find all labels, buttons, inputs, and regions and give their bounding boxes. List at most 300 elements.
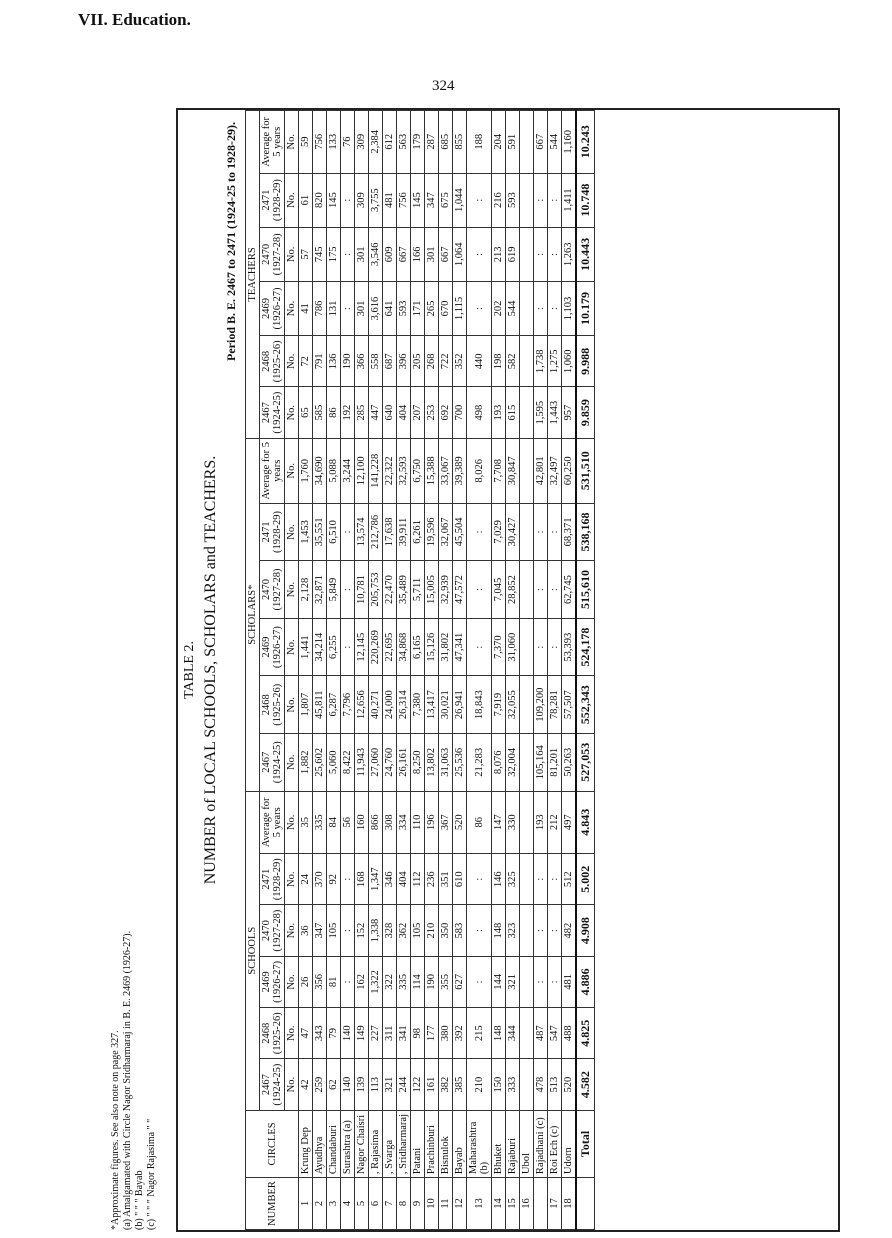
teachers-cell: 670 (439, 281, 453, 335)
teachers-cell: 498 (467, 387, 492, 438)
scholars-cell: 6,287 (327, 676, 341, 734)
table-title: NUMBER of LOCAL SCHOOLS, SCHOLARS and TEACHERS. (202, 455, 219, 885)
teachers-cell: 166 (411, 227, 425, 281)
avg-head: Average for 5 years (260, 791, 285, 853)
teachers-cell: 585 (313, 387, 327, 438)
scholars-cell: 13,574 (355, 503, 369, 561)
schools-cell: 196 (425, 791, 439, 853)
teachers-cell: 287 (425, 111, 439, 174)
teachers-cell: 615 (506, 387, 520, 438)
teachers-cell: 396 (397, 336, 411, 387)
scholars-cell: 21,283 (467, 733, 492, 791)
schools-cell: 335 (397, 956, 411, 1007)
scholars-cell: 32,871 (313, 561, 327, 619)
schools-cell: 162 (355, 956, 369, 1007)
scholars-cell: 60,250 (562, 438, 577, 503)
teachers-total: 9.988 (576, 336, 595, 387)
period-line: Period B. E. 2467 to 2471 (1924-25 to 1928-29). (224, 122, 238, 361)
no-head: No. (285, 791, 299, 853)
schools-cell: 370 (313, 854, 327, 905)
scholars-cell: 81,201 (548, 733, 562, 791)
row-number: 17 (548, 1178, 562, 1230)
scholars-cell: 205,753 (369, 561, 383, 619)
teachers-cell: 216 (492, 173, 506, 227)
scholars-cell: 22,322 (383, 438, 397, 503)
schools-cell: 334 (397, 791, 411, 853)
schools-cell: 308 (383, 791, 397, 853)
scholars-cell: 105,164 (534, 733, 548, 791)
scholars-cell: 212,786 (369, 503, 383, 561)
teachers-cell: 447 (369, 387, 383, 438)
schools-cell: 362 (397, 905, 411, 956)
scholars-cell: 62,745 (562, 561, 577, 619)
scholars-total: 538,168 (576, 503, 595, 561)
schools-cell: 42 (299, 1059, 313, 1110)
schools-cell: 341 (397, 1008, 411, 1059)
row-number: 8 (397, 1178, 411, 1230)
scholars-cell: 34,214 (313, 618, 327, 676)
circle-name: , Rajasima (369, 1110, 383, 1177)
circle-name: Krung Dep (299, 1110, 313, 1177)
teachers-cell: 61 (299, 173, 313, 227)
footnote-line: (b) " " " Bayab (134, 1170, 145, 1230)
schools-cell: : (548, 905, 562, 956)
teachers-cell: : (548, 281, 562, 335)
teachers-cell (520, 281, 534, 335)
page-number: 324 (432, 78, 455, 94)
circle-name: Udorn (562, 1110, 577, 1177)
teachers-cell: 65 (299, 387, 313, 438)
teachers-cell: 593 (506, 173, 520, 227)
scholars-cell: 24,000 (383, 676, 397, 734)
table-row (313, 111, 327, 1230)
teachers-cell: 265 (425, 281, 439, 335)
teachers-cell: 3,755 (369, 173, 383, 227)
circle-name: , Sridharmaraj (397, 1110, 411, 1177)
scholars-cell: 32,593 (397, 438, 411, 503)
schools-cell: 385 (453, 1059, 467, 1110)
scholars-cell: 68,371 (562, 503, 577, 561)
scholars-cell: 7,708 (492, 438, 506, 503)
teachers-cell: 667 (534, 111, 548, 174)
scholars-cell: 12,656 (355, 676, 369, 734)
no-head: No. (285, 733, 299, 791)
scholars-cell: 32,004 (506, 733, 520, 791)
teachers-total: 10.443 (576, 227, 595, 281)
circle-name: Maharashtra (b) (467, 1110, 492, 1177)
teachers-cell: : (534, 173, 548, 227)
teachers-cell: 745 (313, 227, 327, 281)
schools-cell (520, 1008, 534, 1059)
schools-cell: : (548, 956, 562, 1007)
no-head: No. (285, 905, 299, 956)
schools-cell: 105 (411, 905, 425, 956)
teachers-cell: 855 (453, 111, 467, 174)
year-head: 2467 (1924-25) (260, 733, 285, 791)
scholars-cell: : (341, 618, 355, 676)
no-head: No. (285, 1008, 299, 1059)
teachers-cell: 205 (411, 336, 425, 387)
scholars-cell: 6,165 (411, 618, 425, 676)
table-row (520, 111, 534, 1230)
schools-cell: 98 (411, 1008, 425, 1059)
teachers-cell: 72 (299, 336, 313, 387)
table-row (341, 111, 355, 1230)
year-head: 2471 (1928-29) (260, 503, 285, 561)
schools-cell: 321 (506, 956, 520, 1007)
teachers-cell: 619 (506, 227, 520, 281)
schools-cell: 321 (383, 1059, 397, 1110)
scholars-cell: 8,250 (411, 733, 425, 791)
scholars-cell: 18,843 (467, 676, 492, 734)
schools-cell: 482 (562, 905, 577, 956)
scholars-total: 524,178 (576, 618, 595, 676)
schools-cell: 866 (369, 791, 383, 853)
scholars-cell: 7,796 (341, 676, 355, 734)
scholars-cell: 26,314 (397, 676, 411, 734)
teachers-cell: 544 (548, 111, 562, 174)
scholars-cell: 7,029 (492, 503, 506, 561)
teachers-head: TEACHERS (246, 111, 260, 439)
avg-head: Average for 5 years (260, 111, 285, 174)
teachers-cell: 3,616 (369, 281, 383, 335)
no-head: No. (285, 503, 299, 561)
row-number: 13 (467, 1178, 492, 1230)
schools-cell: 330 (506, 791, 520, 853)
schools-cell: 227 (369, 1008, 383, 1059)
schools-cell: 259 (313, 1059, 327, 1110)
scholars-cell: : (467, 561, 492, 619)
total-row (576, 111, 595, 1230)
teachers-cell: 722 (439, 336, 453, 387)
scholars-cell: 13,417 (425, 676, 439, 734)
row-number: 7 (383, 1178, 397, 1230)
teachers-cell (520, 387, 534, 438)
scholars-cell: 22,695 (383, 618, 397, 676)
schools-cell: 139 (355, 1059, 369, 1110)
schools-cell: 62 (327, 1059, 341, 1110)
schools-cell: : (534, 956, 548, 1007)
teachers-cell: 593 (397, 281, 411, 335)
no-head: No. (285, 438, 299, 503)
teachers-cell: 756 (313, 111, 327, 174)
schools-cell: 487 (534, 1008, 548, 1059)
teachers-cell: 190 (341, 336, 355, 387)
teachers-cell: 640 (383, 387, 397, 438)
schools-cell: : (467, 905, 492, 956)
no-head: No. (285, 854, 299, 905)
table-row (534, 111, 548, 1230)
scholars-cell: 15,126 (425, 618, 439, 676)
schools-cell: 481 (562, 956, 577, 1007)
teachers-cell: 609 (383, 227, 397, 281)
scholars-cell: 1,760 (299, 438, 313, 503)
schools-cell: 148 (492, 1008, 506, 1059)
scholars-cell: 45,811 (313, 676, 327, 734)
no-head: No. (285, 618, 299, 676)
scholars-cell: 31,802 (439, 618, 453, 676)
scholars-cell: : (548, 618, 562, 676)
no-head: No. (285, 1059, 299, 1110)
schools-cell: 236 (425, 854, 439, 905)
schools-total: 4.843 (576, 791, 595, 853)
teachers-cell: 145 (327, 173, 341, 227)
scholars-cell: 11,943 (355, 733, 369, 791)
scholars-cell: 34,868 (397, 618, 411, 676)
teachers-cell: 440 (467, 336, 492, 387)
table-row (506, 111, 520, 1230)
schools-cell: 325 (506, 854, 520, 905)
year-head: 2469 (1926-27) (260, 956, 285, 1007)
scholars-cell: 10,781 (355, 561, 369, 619)
table-row (548, 111, 562, 1230)
year-head: 2471 (1928-29) (260, 854, 285, 905)
teachers-cell: 131 (327, 281, 341, 335)
number-head: NUMBER (246, 1178, 299, 1230)
scholars-cell: 35,489 (397, 561, 411, 619)
teachers-cell: 309 (355, 173, 369, 227)
teachers-cell: 2,384 (369, 111, 383, 174)
schools-cell: : (467, 956, 492, 1007)
schools-cell: 1,347 (369, 854, 383, 905)
teachers-cell: 175 (327, 227, 341, 281)
scholars-cell: 47,341 (453, 618, 467, 676)
schools-total: 4.886 (576, 956, 595, 1007)
scholars-cell: : (534, 618, 548, 676)
schools-cell: 404 (397, 854, 411, 905)
schools-cell: 1,338 (369, 905, 383, 956)
scholars-cell: 6,255 (327, 618, 341, 676)
year-head: 2469 (1926-27) (260, 281, 285, 335)
teachers-cell: 253 (425, 387, 439, 438)
scholars-total: 515,610 (576, 561, 595, 619)
circle-name: , Svarga (383, 1110, 397, 1177)
teachers-cell: 558 (369, 336, 383, 387)
table-row (467, 111, 492, 1230)
teachers-cell: : (467, 227, 492, 281)
year-head: 2470 (1927-28) (260, 227, 285, 281)
scholars-cell: 1,882 (299, 733, 313, 791)
table-row (439, 111, 453, 1230)
row-number: 2 (313, 1178, 327, 1230)
teachers-cell: 3,546 (369, 227, 383, 281)
schools-cell: 547 (548, 1008, 562, 1059)
table-row (369, 111, 383, 1230)
schools-cell: 1,322 (369, 956, 383, 1007)
schools-cell (520, 905, 534, 956)
row-number (576, 1178, 595, 1230)
scholars-cell: 32,055 (506, 676, 520, 734)
row-number: 4 (341, 1178, 355, 1230)
scholars-cell: 2,128 (299, 561, 313, 619)
scholars-cell: : (341, 561, 355, 619)
schools-cell: : (534, 854, 548, 905)
scholars-cell: 1,807 (299, 676, 313, 734)
scholars-cell (520, 618, 534, 676)
teachers-total: 10.748 (576, 173, 595, 227)
schools-cell (520, 854, 534, 905)
schools-cell: 520 (453, 791, 467, 853)
teachers-cell: 1,160 (562, 111, 577, 174)
teachers-cell: 700 (453, 387, 467, 438)
no-head: No. (285, 336, 299, 387)
scholars-cell: 6,510 (327, 503, 341, 561)
schools-cell: 114 (411, 956, 425, 1007)
teachers-cell: : (534, 281, 548, 335)
schools-cell: 346 (383, 854, 397, 905)
scholars-cell: 39,911 (397, 503, 411, 561)
teachers-cell: 198 (492, 336, 506, 387)
teachers-cell (520, 227, 534, 281)
scholars-cell: 39,389 (453, 438, 467, 503)
teachers-cell: 404 (397, 387, 411, 438)
teachers-cell (520, 173, 534, 227)
row-number: 10 (425, 1178, 439, 1230)
scholars-cell: 32,939 (439, 561, 453, 619)
schools-cell: 35 (299, 791, 313, 853)
scholars-cell: 5,060 (327, 733, 341, 791)
schools-cell: 92 (327, 854, 341, 905)
scholars-cell: 24,760 (383, 733, 397, 791)
scholars-total: 527,053 (576, 733, 595, 791)
scholars-cell: : (341, 503, 355, 561)
teachers-cell: 687 (383, 336, 397, 387)
schools-cell: 335 (313, 791, 327, 853)
scholars-cell: 26,161 (397, 733, 411, 791)
table-row (397, 111, 411, 1230)
teachers-cell: 309 (355, 111, 369, 174)
teachers-cell: 1,443 (548, 387, 562, 438)
row-number (534, 1178, 548, 1230)
schools-total: 5.002 (576, 854, 595, 905)
scholars-cell: 8,422 (341, 733, 355, 791)
teachers-cell: 1,064 (453, 227, 467, 281)
schools-cell: 150 (492, 1059, 506, 1110)
scholars-cell: 15,005 (425, 561, 439, 619)
scholars-cell: : (534, 561, 548, 619)
teachers-cell: 193 (492, 387, 506, 438)
no-head: No. (285, 111, 299, 174)
scholars-cell (520, 561, 534, 619)
schools-cell: 86 (467, 791, 492, 853)
schools-cell: 478 (534, 1059, 548, 1110)
scholars-cell: 45,504 (453, 503, 467, 561)
scholars-cell: 33,067 (439, 438, 453, 503)
schools-cell: 148 (492, 905, 506, 956)
teachers-total: 10.243 (576, 111, 595, 174)
scholars-cell: 25,536 (453, 733, 467, 791)
teachers-cell: 301 (425, 227, 439, 281)
circle-name: Ayudhya (313, 1110, 327, 1177)
teachers-cell: 675 (439, 173, 453, 227)
schools-cell: 215 (467, 1008, 492, 1059)
teachers-cell: 133 (327, 111, 341, 174)
teachers-cell: 791 (313, 336, 327, 387)
scholars-cell: 42,801 (534, 438, 548, 503)
schools-cell: 367 (439, 791, 453, 853)
schools-cell: 177 (425, 1008, 439, 1059)
schools-cell: 351 (439, 854, 453, 905)
schools-cell: 210 (467, 1059, 492, 1110)
schools-cell: 244 (397, 1059, 411, 1110)
circle-name: Roi Ech (c) (548, 1110, 562, 1177)
teachers-cell (520, 111, 534, 174)
teachers-cell: 207 (411, 387, 425, 438)
footnote-line: *Approximate figures. See also note on page 327. (110, 1030, 121, 1230)
teachers-cell: 591 (506, 111, 520, 174)
teachers-cell: 1,103 (562, 281, 577, 335)
teachers-cell: 1,060 (562, 336, 577, 387)
schools-cell: 513 (548, 1059, 562, 1110)
table-label: TABLE 2. (182, 641, 197, 699)
teachers-cell: 1,595 (534, 387, 548, 438)
schools-cell: 140 (341, 1008, 355, 1059)
schools-head: SCHOOLS (246, 791, 260, 1110)
total-label: Total (576, 1110, 595, 1177)
row-number: 18 (562, 1178, 577, 1230)
data-table (245, 110, 595, 1230)
scholars-cell: 22,470 (383, 561, 397, 619)
schools-cell: 380 (439, 1008, 453, 1059)
teachers-cell: 366 (355, 336, 369, 387)
year-head: 2468 (1925-26) (260, 1008, 285, 1059)
schools-cell: 344 (506, 1008, 520, 1059)
schools-cell: 168 (355, 854, 369, 905)
schools-cell: 147 (492, 791, 506, 853)
teachers-cell: 820 (313, 173, 327, 227)
circle-name: Rajaburi (506, 1110, 520, 1177)
schools-cell: : (341, 905, 355, 956)
scholars-cell: 40,271 (369, 676, 383, 734)
year-head: 2470 (1927-28) (260, 905, 285, 956)
schools-cell: 355 (439, 956, 453, 1007)
teachers-total: 9.859 (576, 387, 595, 438)
teachers-cell: 352 (453, 336, 467, 387)
teachers-cell: 57 (299, 227, 313, 281)
schools-cell: 343 (313, 1008, 327, 1059)
scholars-cell: 7,370 (492, 618, 506, 676)
scholars-cell: 78,281 (548, 676, 562, 734)
schools-cell: 610 (453, 854, 467, 905)
schools-cell: 152 (355, 905, 369, 956)
teachers-cell: 667 (397, 227, 411, 281)
teachers-cell: 202 (492, 281, 506, 335)
scholars-cell: 47,572 (453, 561, 467, 619)
schools-cell: 56 (341, 791, 355, 853)
row-number: 3 (327, 1178, 341, 1230)
scholars-cell: 27,060 (369, 733, 383, 791)
scholars-cell: 30,021 (439, 676, 453, 734)
schools-cell: 144 (492, 956, 506, 1007)
table-row (453, 111, 467, 1230)
table-row (355, 111, 369, 1230)
scholars-cell: 6,261 (411, 503, 425, 561)
table-row (492, 111, 506, 1230)
table-row (299, 111, 313, 1230)
scholars-cell: 5,711 (411, 561, 425, 619)
row-number: 11 (439, 1178, 453, 1230)
teachers-cell: 481 (383, 173, 397, 227)
schools-cell: 311 (383, 1008, 397, 1059)
scholars-cell: 141,228 (369, 438, 383, 503)
avg-head: Average for 5 years (260, 438, 285, 503)
scholars-cell: 13,802 (425, 733, 439, 791)
scholars-cell: 8,076 (492, 733, 506, 791)
section-header: VII. Education. (78, 10, 191, 29)
schools-cell: 520 (562, 1059, 577, 1110)
teachers-cell: 76 (341, 111, 355, 174)
schools-cell: 627 (453, 956, 467, 1007)
